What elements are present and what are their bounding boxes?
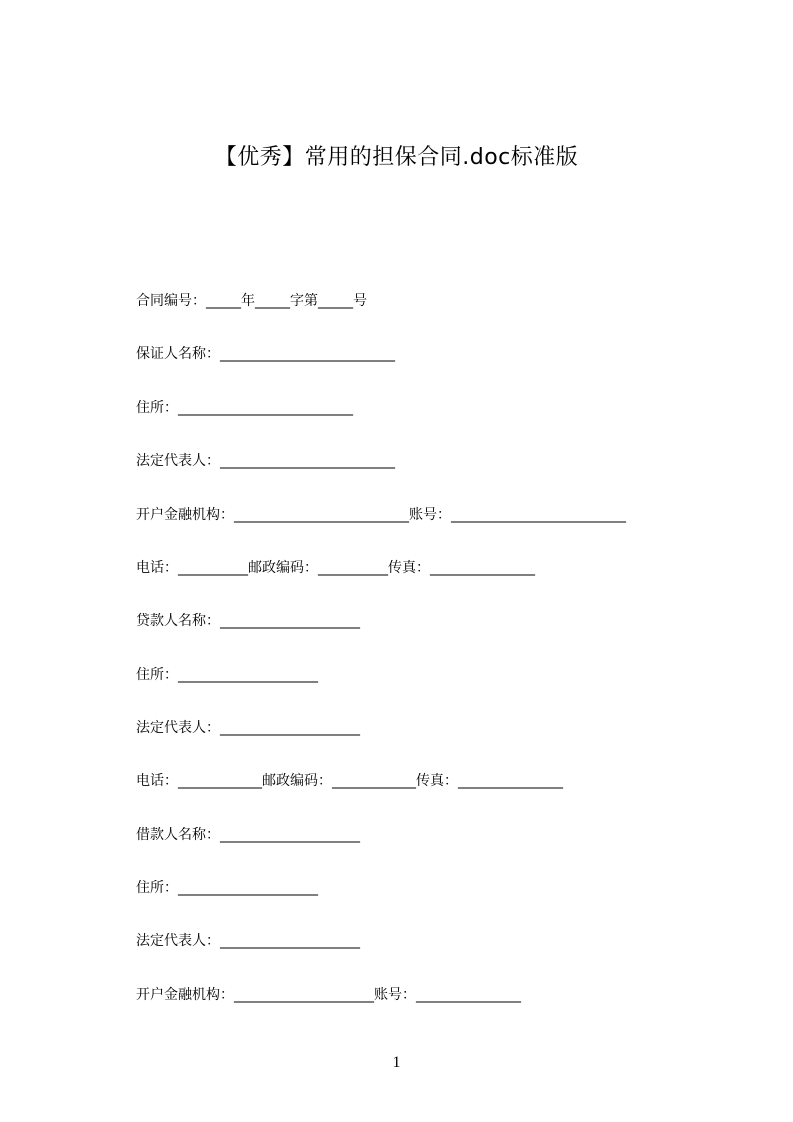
guarantor-bank-line: 开户金融机构：_________________________账号：_________________________	[136, 507, 626, 523]
borrower-bank-line: 开户金融机构：____________________账号：_______________	[136, 987, 521, 1003]
document-title: 【优秀】常用的担保合同.doc标准版	[214, 145, 579, 170]
contract-number-line: 合同编号：_____年_____字第_____号	[136, 293, 367, 309]
borrower-name-line: 借款人名称：____________________	[136, 827, 360, 843]
guarantor-legal-rep-line: 法定代表人：_________________________	[136, 453, 395, 469]
lender-legal-rep-line: 法定代表人：____________________	[136, 720, 360, 736]
guarantor-contact-line: 电话：__________邮政编码：__________传真：_______________	[136, 560, 535, 576]
borrower-address-line: 住所：____________________	[136, 880, 318, 896]
page-number: 1	[392, 1054, 401, 1071]
guarantor-address-line: 住所：_________________________	[136, 400, 353, 416]
guarantor-name-line: 保证人名称：_________________________	[136, 346, 395, 362]
lender-name-line: 贷款人名称：____________________	[136, 613, 360, 629]
lender-address-line: 住所：____________________	[136, 667, 318, 683]
borrower-legal-rep-line: 法定代表人：____________________	[136, 933, 360, 949]
lender-contact-line: 电话：____________邮政编码：____________传真：_______________	[136, 773, 563, 789]
